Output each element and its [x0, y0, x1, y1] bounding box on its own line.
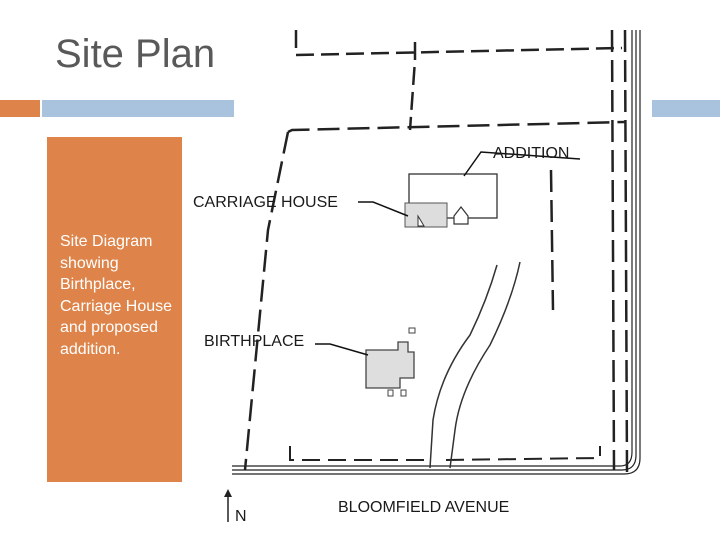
upper-property-line — [296, 30, 622, 130]
sidebar-caption: Site Diagram showing Birthplace, Carriage House and proposed addition. — [60, 233, 173, 358]
front-fence — [290, 446, 600, 460]
north-arrow-icon — [224, 489, 232, 522]
carriage-house-building — [405, 174, 497, 227]
slide-title: Site Plan — [55, 32, 216, 76]
label-addition: ADDITION — [493, 145, 570, 162]
birthplace-building — [366, 328, 415, 396]
driveway — [430, 262, 520, 468]
label-north: N — [235, 508, 247, 525]
label-carriage-house: CARRIAGE HOUSE — [193, 194, 338, 211]
label-birthplace: BIRTHPLACE — [204, 333, 305, 350]
label-street: BLOOMFIELD AVENUE — [338, 499, 510, 516]
